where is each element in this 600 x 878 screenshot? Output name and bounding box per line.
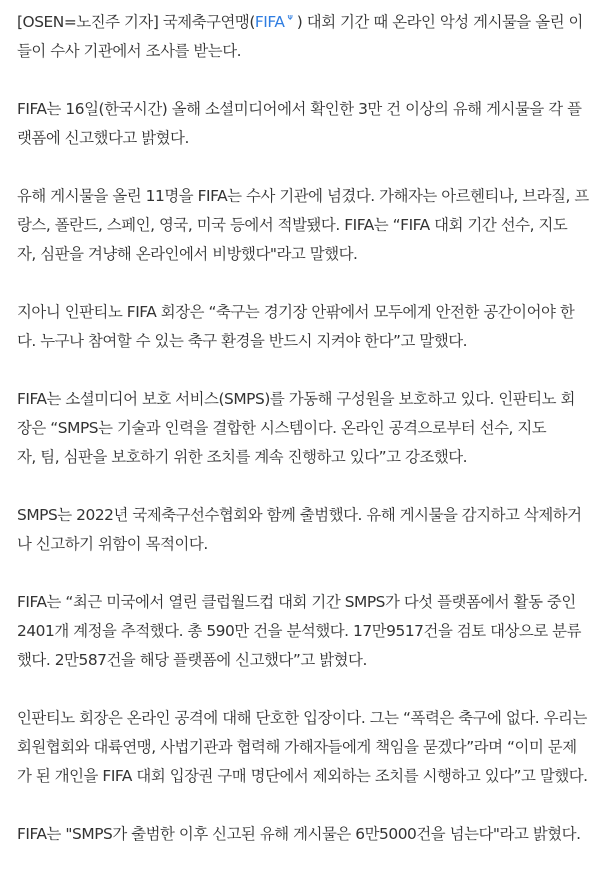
line-text: [OSEN=노진주 기자] 국제축구연맹( <box>17 13 255 31</box>
paragraph-line: 들이 수사 기관에서 조사를 받는다. <box>17 42 242 60</box>
paragraph-line: 랑스, 폴란드, 스페인, 영국, 미국 등에서 적발됐다. FIFA는 “FIFA 대회 기간 선수, 지도 <box>17 216 568 234</box>
fifa-link[interactable] <box>255 13 292 31</box>
paragraph-line: FIFA는 16일(한국시간) 올해 소셜미디어에서 확인한 3만 건 이상의 유해 게시물을 각 플 <box>17 100 582 118</box>
paragraph-7 <box>17 588 590 675</box>
paragraph-line: 자, 팀, 심판을 보호하기 위한 조치를 계속 진행하고 있다”고 강조했다. <box>17 448 468 466</box>
paragraph-line: 다. 누구나 참여할 수 있는 축구 환경을 반드시 지켜야 한다”고 말했다. <box>17 332 468 350</box>
paragraph-6 <box>17 501 590 559</box>
line-text: ) 대회 기간 때 온라인 악성 게시물을 올린 이 <box>292 13 583 31</box>
paragraph-line: 했다. 2만587건을 해당 플랫폼에 신고했다”고 밝혔다. <box>17 651 367 669</box>
paragraph-1 <box>17 4 590 66</box>
paragraph-5 <box>17 385 590 472</box>
paragraph-line: FIFA는 소셜미디어 보호 서비스(SMPS)를 가동해 구성원을 보호하고 있다. 인판티노 회 <box>17 390 575 408</box>
search-icon[interactable]: ᴪ <box>287 13 293 23</box>
paragraph-3 <box>17 182 590 269</box>
paragraph-8 <box>17 704 590 791</box>
paragraph-line: 장은 “SMPS는 기술과 인력을 결합한 시스템이다. 온라인 공격으로부터 선수, 지도 <box>17 419 547 437</box>
paragraph-line <box>17 4 590 37</box>
paragraph-line: 2401개 계정을 추적했다. 총 590만 건을 분석했다. 17만9517건을 검토 대상으로 분류 <box>17 622 582 640</box>
paragraph-line: 인판티노 회장은 온라인 공격에 대해 단호한 입장이다. 그는 “폭력은 축구에 없다. 우리는 <box>17 709 587 727</box>
paragraph-line: FIFA는 “최근 미국에서 열린 클럽월드컵 대회 기간 SMPS가 다섯 플랫폼에서 활동 중인 <box>17 593 576 611</box>
paragraph-line: 자, 심판을 겨냥해 온라인에서 비방했다"라고 말했다. <box>17 245 358 263</box>
paragraph-line: SMPS는 2022년 국제축구선수협회와 함께 출범했다. 유해 게시물을 감지하고 삭제하거 <box>17 506 582 524</box>
paragraph-line: 유해 게시물을 올린 11명을 FIFA는 수사 기관에 넘겼다. 가해자는 아르헨티나, 브라질, 프 <box>17 187 589 205</box>
paragraph-4 <box>17 298 590 356</box>
paragraph-line: 나 신고하기 위함이 목적이다. <box>17 535 208 553</box>
paragraph-line: FIFA는 "SMPS가 출범한 이후 신고된 유해 게시물은 6만5000건을 넘는다"라고 밝혔다. <box>17 825 581 843</box>
paragraph-line: 랫폼에 신고했다고 밝혔다. <box>17 129 189 147</box>
paragraph-2 <box>17 95 590 153</box>
fifa-link-label[interactable]: FIFA <box>254 13 285 31</box>
paragraph-line: 회원협회와 대륙연맹, 사법기관과 협력해 가해자들에게 책임을 묻겠다”라며 “이미 문제 <box>17 738 577 756</box>
paragraph-line: 지아니 인판티노 FIFA 회장은 “축구는 경기장 안팎에서 모두에게 안전한 공간이어야 한 <box>17 303 575 321</box>
paragraph-line: 가 된 개인을 FIFA 대회 입장권 구매 명단에서 제외하는 조치를 시행하고 있다”고 말했다. <box>17 767 588 785</box>
paragraph-9 <box>17 820 590 849</box>
